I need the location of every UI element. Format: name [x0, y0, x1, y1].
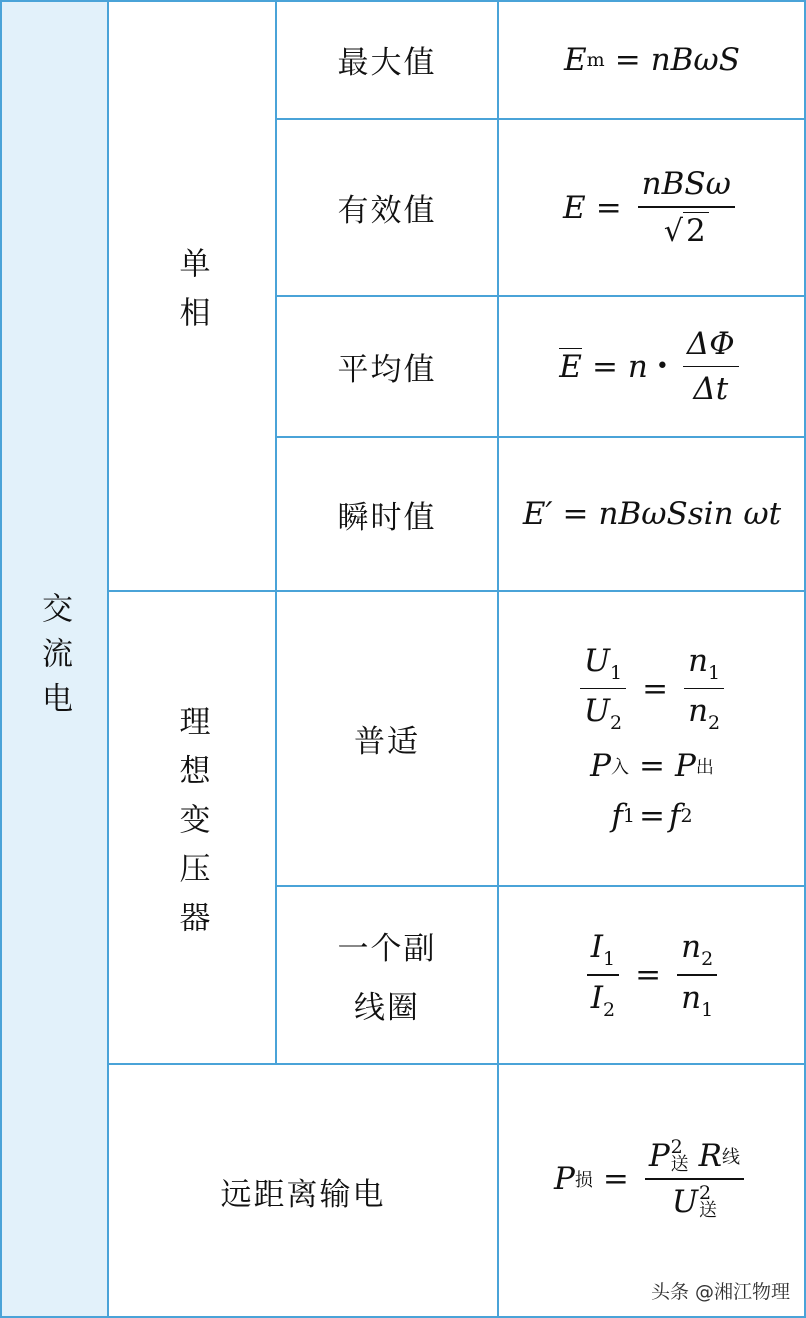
group-transmission: [108, 1064, 498, 1318]
row-instant-text: 瞬时值: [337, 499, 437, 536]
turns-n1: n: [681, 979, 702, 1016]
divider-col3: [497, 0, 499, 1318]
ratio-u1-sub: 1: [610, 661, 623, 684]
equals-sign: =: [639, 748, 665, 785]
power-loss-sub: 损: [574, 1170, 593, 1191]
current-i2: I: [590, 979, 604, 1016]
sqrt-icon: √ 2: [664, 212, 709, 249]
row-instant-label: [276, 437, 498, 591]
formula-max-lhs: E: [564, 41, 587, 78]
dot-operator: •: [655, 354, 669, 379]
voltage-sent: U: [671, 1183, 698, 1220]
divider-col1: [107, 0, 109, 1318]
freq-1-sub: 1: [622, 805, 635, 828]
power-out-sub: 出: [695, 757, 714, 779]
formula-average-fraction: [683, 326, 739, 408]
formula-average-den: Δt: [693, 371, 729, 408]
power-out: P: [674, 748, 696, 785]
formula-effective-lhs: E: [563, 189, 586, 226]
formula-max-rhs: nBωS: [650, 41, 740, 78]
category-label: [29, 592, 79, 727]
formula-average-coef: n: [627, 348, 648, 385]
formula-one-secondary: [498, 886, 806, 1064]
divider-row4: [108, 590, 806, 592]
group-transformer: [108, 591, 276, 1064]
current-i2-sub: 2: [603, 998, 616, 1021]
ratio-u2: U: [583, 693, 610, 730]
row-effective-text: 有效值: [337, 193, 437, 229]
equals-sign: =: [602, 1161, 629, 1197]
equals-sign: =: [642, 670, 669, 707]
line-resistance-sub: 线: [722, 1147, 741, 1169]
divider-row6: [108, 1063, 806, 1065]
ratio-u2-sub: 2: [610, 712, 623, 735]
divider-row2: [276, 295, 806, 297]
formula-effective-fraction: [638, 166, 735, 249]
watermark: 头条 @湘江物理: [650, 1281, 790, 1303]
ratio-u1: U: [583, 642, 610, 679]
formula-instant-lhs: E′: [522, 496, 553, 532]
formula-instant: [498, 437, 806, 591]
formula-effective-num: nBSω: [641, 166, 731, 203]
freq-1: f: [611, 798, 623, 835]
group-transmission-label: 远距离输电: [220, 1176, 386, 1213]
power-sent: P: [648, 1138, 670, 1175]
divider-row1: [276, 118, 806, 120]
divider-row5: [276, 885, 806, 887]
formula-max: [498, 0, 806, 119]
voltage-sent-sup: 2: [698, 1181, 712, 1204]
power-sent-sup: 2: [670, 1136, 683, 1159]
row-general-label: [276, 591, 498, 886]
formula-instant-rhs: nBωSsin ωt: [598, 496, 782, 532]
group-transformer-label: 理想变压器: [173, 705, 210, 950]
row-general-text: 普适: [354, 724, 420, 760]
equals-sign: =: [562, 496, 589, 532]
ratio-n2-sub: 2: [708, 712, 721, 735]
turns-n2-sub: 2: [701, 948, 714, 971]
equals-sign: =: [595, 189, 622, 226]
ratio-n1-sub: 1: [708, 661, 721, 684]
current-i1-sub: 1: [603, 948, 616, 971]
formula-max-lhs-sub: m: [586, 48, 605, 71]
equals-sign: =: [614, 41, 641, 78]
row-one-secondary-label: [276, 886, 498, 1064]
power-sent-sub: 送: [670, 1154, 689, 1176]
row-effective-label: [276, 119, 498, 296]
power-loss: P: [553, 1161, 575, 1197]
category-text: 交流电: [36, 591, 72, 727]
row-max-text: 最大值: [337, 45, 437, 81]
equals-sign: =: [639, 798, 665, 835]
row-max-label: [276, 0, 498, 119]
power-in: P: [590, 748, 611, 785]
voltage-ratio: [574, 643, 730, 735]
voltage-sent-sub: 送: [698, 1199, 717, 1221]
border-top: [0, 0, 806, 2]
frequency-equality: [611, 798, 692, 834]
formula-effective-den: 2: [683, 212, 709, 249]
divider-col2: [275, 0, 277, 1064]
group-single-phase: [108, 0, 276, 591]
current-i1: I: [590, 929, 604, 966]
formula-average-lhs: E: [559, 349, 582, 385]
row-one-secondary-line1: 一个副: [337, 931, 437, 967]
ratio-n2: n: [688, 693, 709, 730]
ratio-n1: n: [688, 642, 709, 679]
formula-average: [498, 296, 806, 437]
row-average-label: [276, 296, 498, 437]
line-resistance: R: [698, 1138, 723, 1175]
equals-sign: =: [591, 348, 618, 385]
divider-row3: [276, 436, 806, 438]
group-single-phase-label: 单相: [173, 246, 210, 345]
border-left: [0, 0, 2, 1318]
formula-general: [498, 591, 806, 886]
row-average-text: 平均值: [337, 352, 437, 388]
freq-2-sub: 2: [680, 805, 693, 828]
category-column: [0, 0, 108, 1318]
freq-2: f: [668, 798, 681, 835]
formula-average-num: ΔΦ: [686, 325, 735, 362]
equals-sign: =: [635, 957, 662, 993]
turns-n2: n: [681, 929, 702, 966]
power-in-sub: 入: [611, 757, 629, 779]
power-equality: [590, 748, 714, 784]
turns-n1-sub: 1: [701, 998, 714, 1021]
row-one-secondary-line2: 线圈: [354, 990, 420, 1026]
formula-effective: [498, 119, 806, 296]
